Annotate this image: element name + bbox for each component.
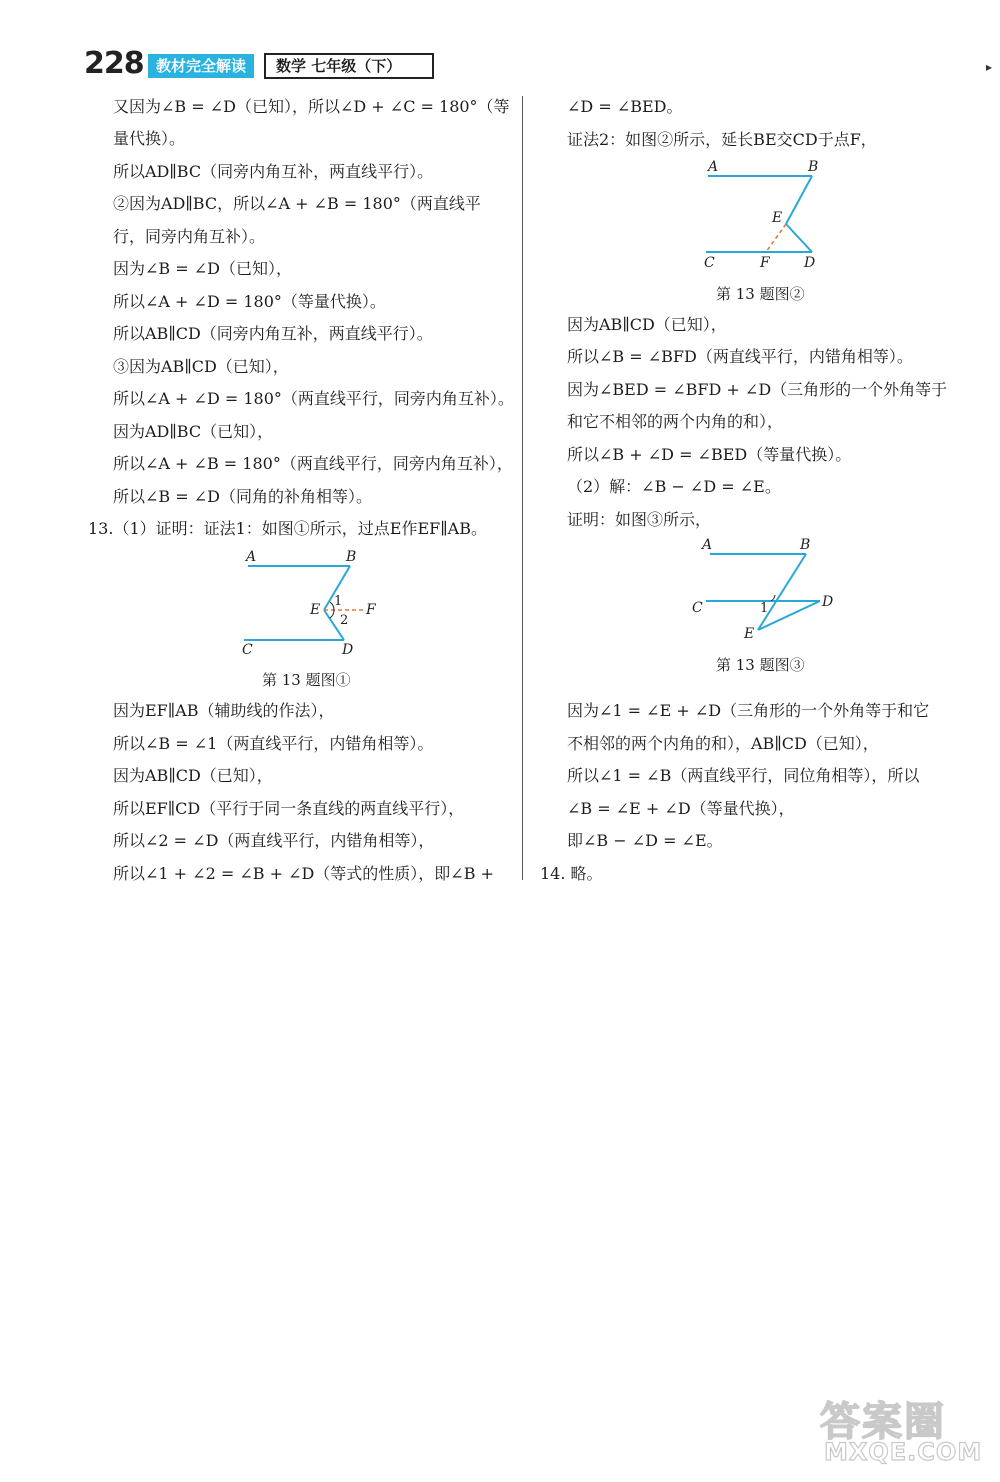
text-line: ③因为AB∥CD（已知），	[113, 357, 289, 376]
text-line: 证明：如图③所示，	[567, 510, 712, 529]
text-line: 因为∠BED = ∠BFD + ∠D（三角形的一个外角等于	[567, 380, 948, 399]
text-line: 即∠B − ∠D = ∠E。	[567, 831, 723, 850]
text-line: 所以∠B = ∠1（两直线平行，内错角相等）。	[113, 734, 434, 753]
text-line: 所以EF∥CD（平行于同一条直线的两直线平行），	[113, 799, 465, 818]
line-ed	[786, 224, 812, 252]
text-line: （2）解：∠B − ∠D = ∠E。	[567, 477, 781, 496]
figure-caption: 第 13 题图①	[262, 671, 351, 689]
question-13-heading: 13.（1）证明：证法1：如图①所示，过点E作EF∥AB。	[88, 519, 487, 538]
text-line: 所以∠A + ∠D = 180°（两直线平行，同旁内角互补）。	[113, 389, 514, 408]
text-line: 量代换）。	[113, 129, 186, 148]
label-d: D	[342, 642, 354, 658]
text-line: 所以∠1 + ∠2 = ∠B + ∠D（等式的性质），即∠B +	[113, 864, 494, 883]
margin-arrow-icon: ▸	[986, 60, 993, 74]
text-line: 又因为∠B = ∠D（已知），所以∠D + ∠C = 180°（等	[113, 97, 510, 116]
figure-caption: 第 13 题图③	[716, 656, 805, 674]
text-line: ②因为AD∥BC，所以∠A + ∠B = 180°（两直线平	[113, 194, 481, 213]
label-e: E	[310, 602, 321, 618]
text-line: 所以∠A + ∠B = 180°（两直线平行，同旁内角互补），	[113, 454, 513, 473]
text-line: 行，同旁内角互补）。	[113, 227, 266, 246]
label-b: B	[346, 549, 357, 565]
figure-13-3	[688, 534, 848, 646]
text-line: 所以∠B + ∠D = ∠BED（等量代换）。	[567, 445, 852, 464]
subject-tag: 数学 七年级（下）	[264, 53, 434, 79]
text-line: ∠B = ∠E + ∠D（等量代换），	[567, 799, 795, 818]
question-14: 14. 略。	[540, 864, 603, 883]
angle-2-arc	[330, 610, 334, 618]
column-divider	[522, 96, 523, 880]
label-e: E	[744, 626, 755, 642]
text-line: ∠D = ∠BED。	[567, 97, 683, 116]
figure-13-2	[696, 156, 836, 271]
text-line: 因为∠1 = ∠E + ∠D（三角形的一个外角等于和它	[567, 701, 930, 720]
figure-caption: 第 13 题图②	[716, 285, 805, 303]
label-1: 1	[334, 594, 343, 609]
text-line: 因为AB∥CD（已知），	[567, 315, 727, 334]
text-line: 所以∠B = ∠D（同角的补角相等）。	[113, 487, 372, 506]
text-line: 因为EF∥AB（辅助线的作法），	[113, 701, 335, 720]
label-d: D	[822, 594, 834, 610]
label-a: A	[246, 549, 257, 565]
text-line: 因为AB∥CD（已知），	[113, 766, 273, 785]
watermark-text: 答案圈	[820, 1399, 946, 1445]
label-f: F	[760, 255, 770, 271]
label-1: 1	[760, 601, 769, 616]
label-b: B	[800, 537, 811, 553]
watermark-domain: MXQE.COM	[824, 1438, 983, 1466]
text-line: 不相邻的两个内角的和），AB∥CD（已知），	[567, 734, 879, 753]
page-number: 228	[84, 46, 144, 81]
line-ef-dashed	[766, 224, 786, 252]
text-line: 所以∠B = ∠BFD（两直线平行，内错角相等）。	[567, 347, 913, 366]
label-a: A	[708, 159, 719, 175]
label-c: C	[704, 255, 715, 271]
text-line: 所以AB∥CD（同旁内角互补，两直线平行）。	[113, 324, 433, 343]
text-line: 所以∠1 = ∠B（两直线平行，同位角相等），所以	[567, 766, 920, 785]
figure-13-1	[236, 546, 386, 656]
text-line: 和它不相邻的两个内角的和），	[567, 412, 784, 431]
series-tag: 教材完全解读	[148, 54, 254, 78]
line-be	[786, 176, 812, 224]
label-d: D	[804, 255, 816, 271]
label-b: B	[808, 159, 819, 175]
text-line: 证法2：如图②所示，延长BE交CD于点F，	[567, 130, 877, 149]
text-line: 所以∠2 = ∠D（两直线平行，内错角相等），	[113, 831, 435, 850]
label-c: C	[242, 642, 253, 658]
label-2: 2	[340, 613, 349, 628]
label-e: E	[772, 210, 783, 226]
text-line: 因为∠B = ∠D（已知），	[113, 259, 292, 278]
text-line: 所以AD∥BC（同旁内角互补，两直线平行）。	[113, 162, 434, 181]
watermark-logo	[820, 1390, 985, 1470]
label-a: A	[702, 537, 713, 553]
label-f: F	[366, 602, 376, 618]
text-line: 因为AD∥BC（已知），	[113, 422, 274, 441]
label-c: C	[692, 600, 703, 616]
text-line: 所以∠A + ∠D = 180°（等量代换）。	[113, 292, 386, 311]
